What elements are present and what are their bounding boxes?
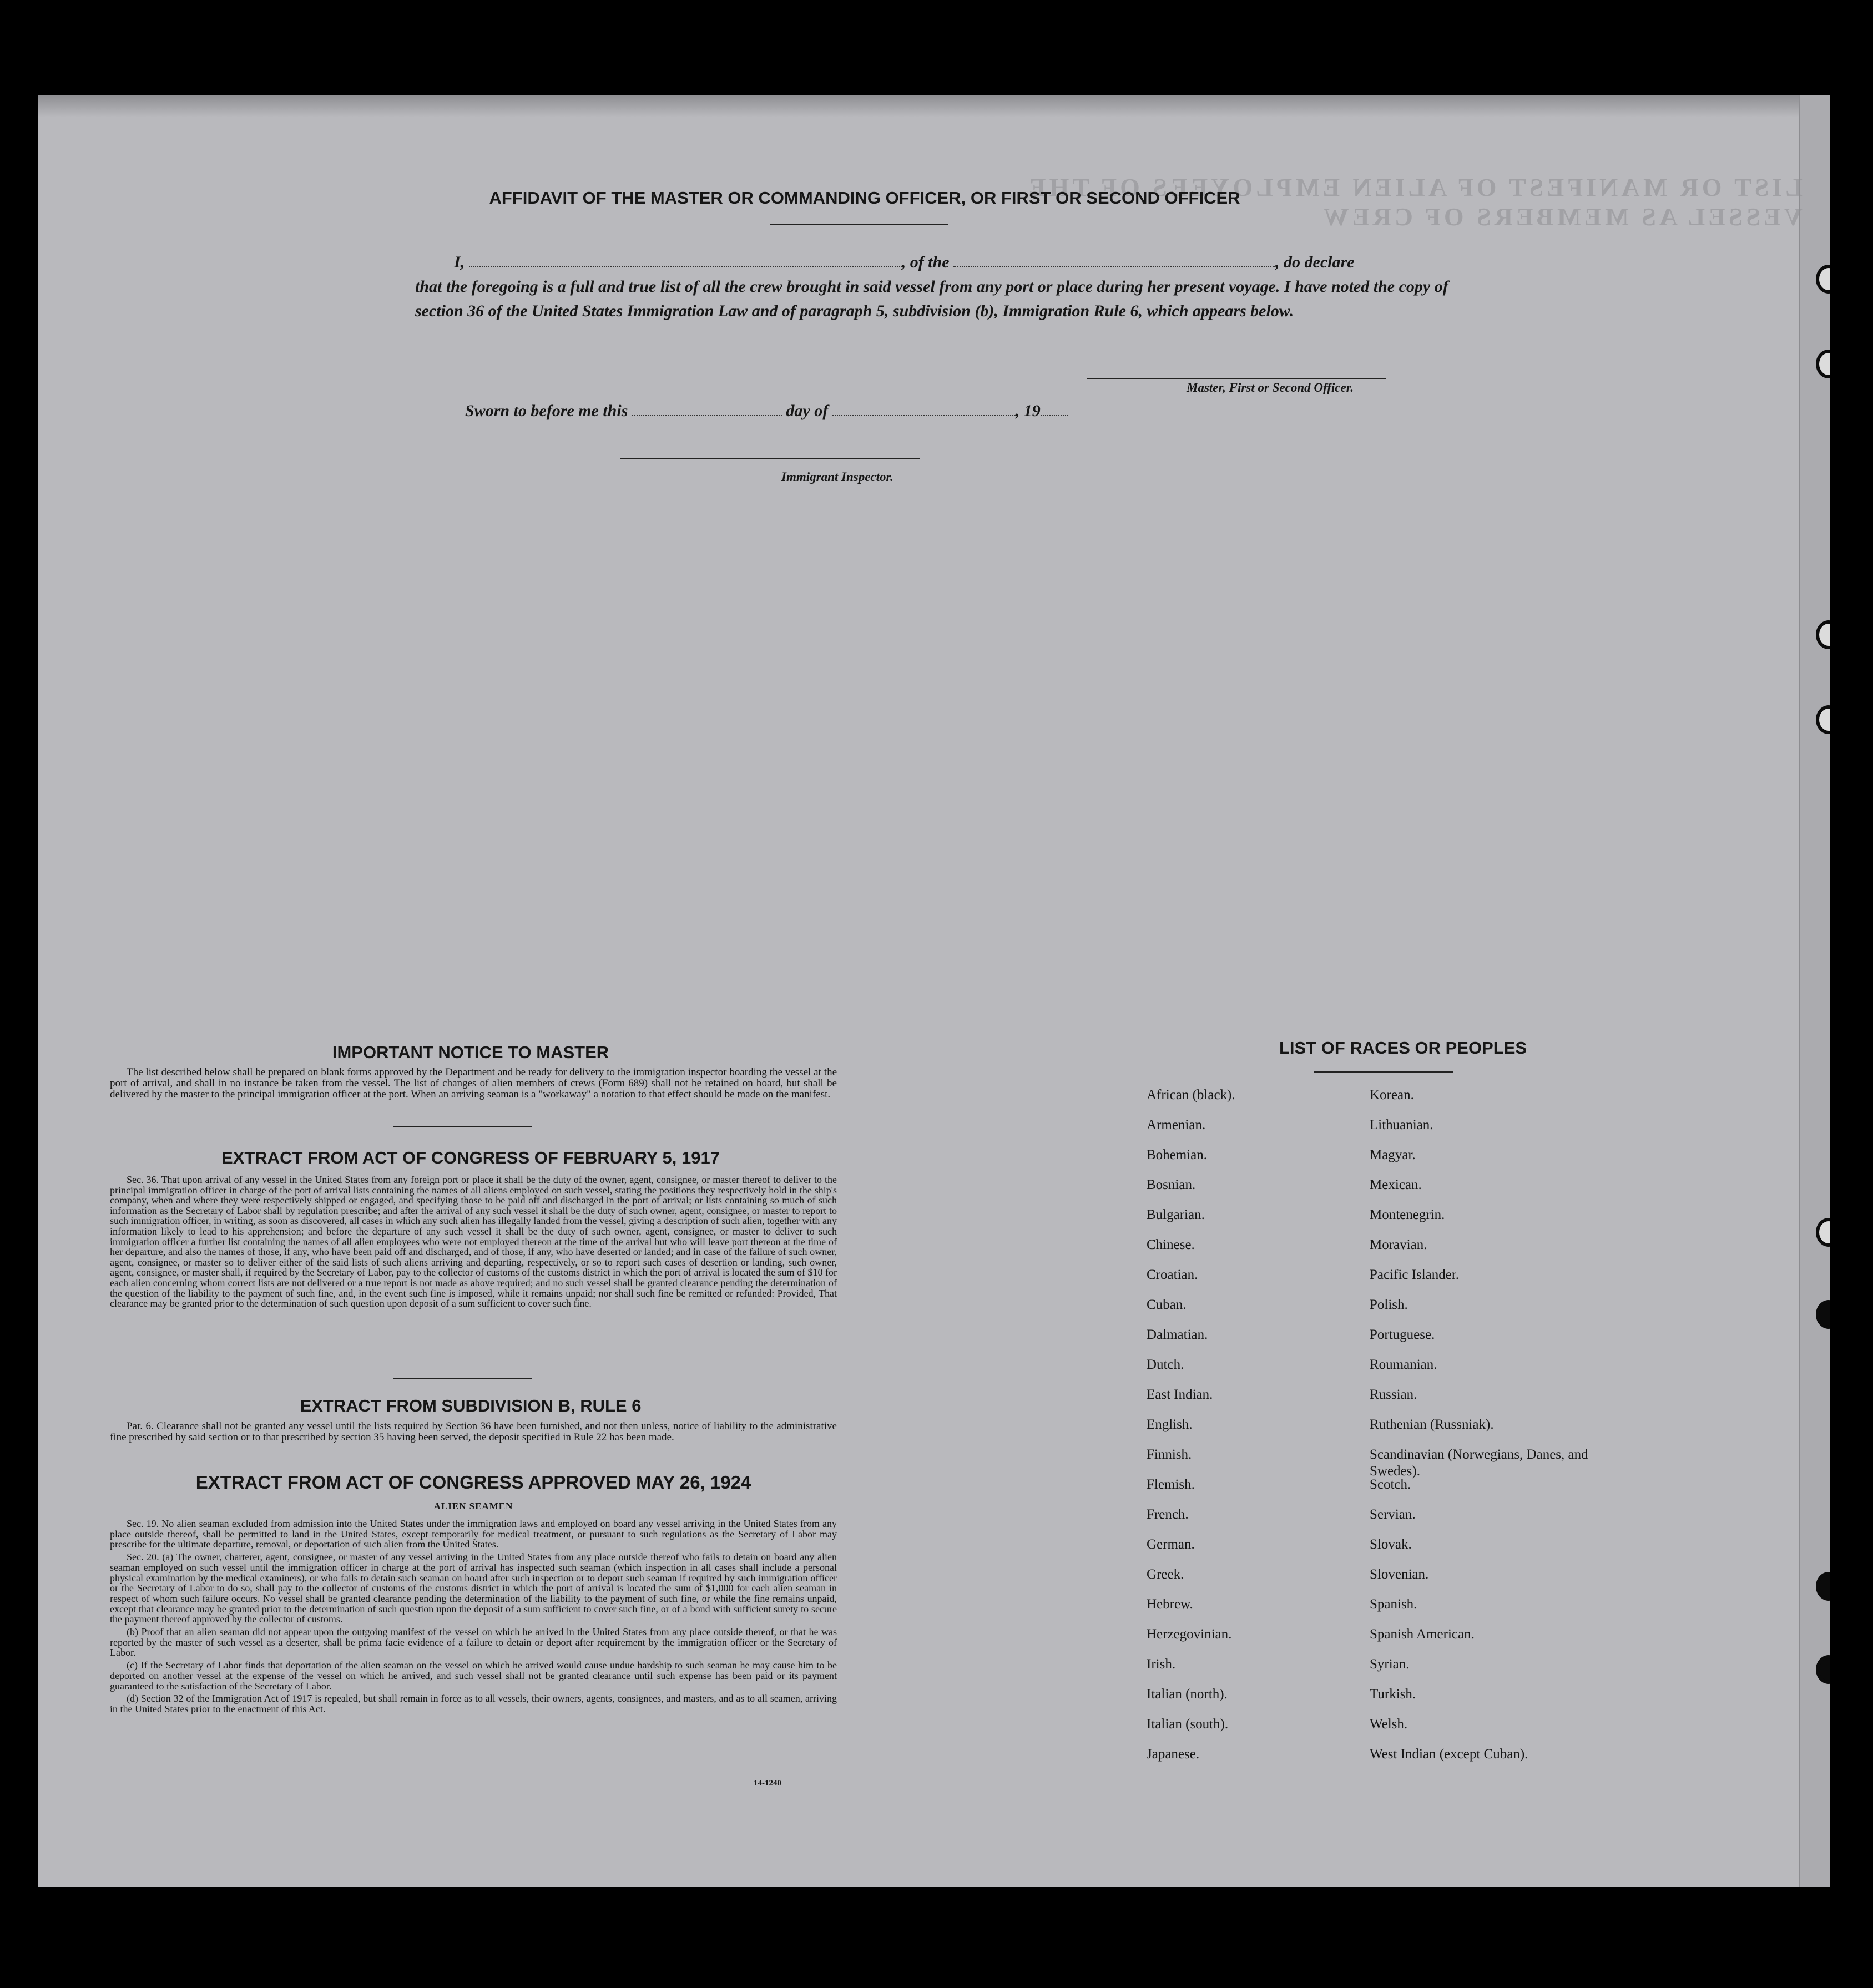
race-item: Spanish American.	[1370, 1627, 1475, 1642]
race-item: Armenian.	[1147, 1117, 1206, 1132]
extract-1917-text	[110, 1175, 837, 1311]
sworn-month-field[interactable]	[832, 415, 1016, 416]
race-item: French.	[1147, 1507, 1189, 1522]
race-item: Dalmatian.	[1147, 1327, 1208, 1342]
race-item: Scandinavian (Norwegians, Danes, and Swedes).	[1370, 1447, 1588, 1479]
extract-1917-rule	[393, 1378, 532, 1379]
extract-1924-text	[110, 1519, 837, 1717]
section-20d-paragraph: (d) Section 32 of the Immigration Act of 1917 is repealed, but shall remain in force as to all vessels, their owners, agents, consignees, and masters, and as to all seamen, arriving in the United States prior to the enactment of this Act.	[110, 1693, 837, 1714]
race-item: Bosnian.	[1147, 1177, 1196, 1192]
notice-rule	[393, 1126, 532, 1127]
form-number: 14-1240	[754, 1779, 781, 1788]
race-item: Dutch.	[1147, 1357, 1184, 1372]
race-item: Magyar.	[1370, 1147, 1416, 1162]
race-item: Servian.	[1370, 1507, 1416, 1522]
race-item: Cuban.	[1147, 1297, 1187, 1312]
race-item: Mexican.	[1370, 1177, 1422, 1192]
race-item: Ruthenian (Russniak).	[1370, 1417, 1494, 1432]
race-item: Italian (south).	[1147, 1717, 1229, 1732]
race-item: German.	[1147, 1537, 1195, 1552]
section-20a-paragraph: Sec. 20. (a) The owner, charterer, agent, consignee, or master of any vessel arriving in the United States from any place outside thereof who fails to detain on board any alien seaman employed on such vessel until the immigration officer in charge at the port of arrival has inspected such seaman (which inspection in all cases shall include a personal physical examination by the medical examiners), or who fails to detain such seaman on board after such inspection or to deport such seaman if required by such immigration officer or the Secretary of Labor to do so, shall pay to the collector of customs of the customs district in which the port of arrival is located the sum of $1,000 for each alien seaman in respect of whom such failure occurs. No vessel shall be granted clearance pending the determination of the liability to the payment of such fine, or while the fine remains unpaid, except that clearance may be granted prior to the determination of such question upon the deposit of a sum sufficient to cover such fine, or of a bond with sufficient surety to secure the payment thereof approved by the collector of customs.	[110, 1551, 837, 1625]
race-item: Korean.	[1370, 1087, 1414, 1102]
section-20b-paragraph: (b) Proof that an alien seaman did not appear upon the outgoing manifest of the vessel on which he arrived in the United States from any place outside thereof, or that he was reported by the master of such vessel as a deserter, shall be prima facie evidence of a failure to detain or deport after requirement by the immigration officer or the Secretary of Labor.	[110, 1626, 837, 1658]
race-item: Roumanian.	[1370, 1357, 1437, 1372]
race-item: African (black).	[1147, 1087, 1235, 1102]
vessel-name-field[interactable]	[953, 266, 1275, 267]
sworn-label: Sworn to before me this	[465, 402, 628, 420]
affidavit-title: AFFIDAVIT OF THE MASTER OR COMMANDING OFFICER, OR FIRST OR SECOND OFFICER	[489, 188, 1240, 208]
race-item: Spanish.	[1370, 1597, 1417, 1612]
sworn-line	[465, 402, 1068, 421]
extract-1917-title: EXTRACT FROM ACT OF CONGRESS OF FEBRUARY 5, 1917	[221, 1148, 720, 1167]
paragraph-6: Par. 6. Clearance shall not be granted any vessel until the lists required by Section 36 have been furnished, and not then unless, notice of liability to the administrative fine prescribed by said section or to that prescribed by section 35 having been served, the deposit specified in Rule 22 has been made.	[110, 1420, 837, 1443]
extract-rule6-text	[110, 1421, 837, 1445]
race-item: Irish.	[1147, 1657, 1176, 1672]
races-left-column	[1147, 1087, 1346, 1776]
notice-paragraph: The list described below shall be prepared on blank forms approved by the Department and be ready for delivery to the immigration inspector boarding the vessel at the port of arrival, and shall in no instance be taken from the vessel. The list of changes of alien members of crews (Form 689) shall not be retained on board, but shall be delivered by the master to the principal immigration officer at the port. When an arriving seaman is a "workaway" a notation to that effect should be made on the manifest.	[110, 1066, 837, 1100]
race-item: Syrian.	[1370, 1657, 1410, 1672]
race-item: Finnish.	[1147, 1447, 1192, 1462]
race-item: Montenegrin.	[1370, 1207, 1445, 1222]
race-item: Flemish.	[1147, 1477, 1195, 1492]
race-item: Croatian.	[1147, 1267, 1198, 1282]
races-title: LIST OF RACES OR PEOPLES	[1279, 1038, 1527, 1058]
declaration-of-the: , of the	[901, 253, 950, 271]
races-right-column	[1370, 1087, 1603, 1776]
declaration-i: I,	[454, 253, 465, 271]
inspector-signature-line	[620, 458, 920, 459]
race-item: Scotch.	[1370, 1477, 1411, 1492]
race-item: Moravian.	[1370, 1237, 1427, 1252]
inspector-label: Immigrant Inspector.	[781, 470, 893, 484]
race-item: English.	[1147, 1417, 1193, 1432]
day-of-label: day of	[786, 402, 829, 420]
section-20c-paragraph: (c) If the Secretary of Labor finds that deportation of the alien seaman on the vessel on which he arrived would cause undue hardship to such seaman he may cause him to be deported on another vessel at the expense of the vessel on which he arrived, and such vessel shall not be granted clearance until such expense has been paid or its payment guaranteed to the satisfaction of the Secretary of Labor.	[110, 1660, 837, 1692]
master-name-field[interactable]	[469, 266, 902, 267]
master-signature-line	[1087, 378, 1386, 379]
manifest-sheet	[38, 95, 1830, 1887]
race-item: Hebrew.	[1147, 1597, 1193, 1612]
extract-rule6-title: EXTRACT FROM SUBDIVISION B, RULE 6	[300, 1396, 642, 1415]
master-signature-label: Master, First or Second Officer.	[1187, 381, 1354, 394]
race-item: Portuguese.	[1370, 1327, 1435, 1342]
affidavit-declaration	[415, 250, 1470, 323]
race-item: Greek.	[1147, 1567, 1184, 1582]
race-item: Slovak.	[1370, 1537, 1412, 1552]
race-item: Herzegovinian.	[1147, 1627, 1232, 1642]
section-19-paragraph: Sec. 19. No alien seaman excluded from admission into the United States under the immigration laws and employed on board any vessel arriving in the United States from any place outside thereof, shall be permitted to land in the United States, except temporarily for medical treatment, or pursuant to such regulations as the Secretary of Labor may prescribe for the ultimate departure, removal, or deportation of such alien from the United States.	[110, 1518, 837, 1550]
section-36-paragraph: Sec. 36. That upon arrival of any vessel in the United States from any foreign port or place it shall be the duty of the owner, agent, consignee, or master thereof to deliver to the principal immigration officer in charge of the port of arrival lists containing the names of all aliens employed on such vessel, stating the positions they respectively hold in the ship's company, when and where they were respectively shipped or engaged, and specifying those to be paid off and discharged in the port of arrival; or lists containing so much of such information as the Secretary of Labor shall by regulation prescribe; and after the arrival of any such vessel it shall be the duty of such owner, agent, consignee, or master to report to such immigration officer, in writing, as soon as discovered, all cases in which any such alien has illegally landed from the vessel, giving a description of such alien, together with any information likely to lead to his apprehension; and before the departure of any such vessel it shall be the duty of such owner, agent, consignee, or master to deliver to such immigration officer a further list containing the names of all alien employees who were not employed thereon at the time of the arrival but who will leave port thereon at the time of her departure, and also the names of those, if any, who have been paid off and discharged, and of those, if any, who have deserted or landed; and in case of the failure of such owner, agent, consignee, or master so to deliver either of the said lists of such aliens arriving and departing, respectively, or so to report such cases of desertion or landing, such owner, agent, consignee, or master shall, if required by the Secretary of Labor, pay to the collector of customs of the customs district in which the port of arrival is located the sum of $10 for each alien concerning whom correct lists are not delivered or a true report is not made as above required; and no such vessel shall be granted clearance pending the determination of the question of the liability to the payment of such fine, and, in the event such fine is imposed, while it remains unpaid; nor shall such fine be remitted or refunded: Provided, That clearance may be granted prior to the determination of such question upon deposit of a sum sufficient to cover such fine.	[110, 1174, 837, 1309]
race-item: Bohemian.	[1147, 1147, 1208, 1162]
race-item: West Indian (except Cuban).	[1370, 1747, 1528, 1762]
sworn-year-field[interactable]	[1041, 415, 1068, 416]
race-item: Turkish.	[1370, 1687, 1416, 1702]
declaration-do-declare: , do declare	[1275, 253, 1355, 271]
race-item: Chinese.	[1147, 1237, 1195, 1252]
declaration-body: that the foregoing is a full and true list of all the crew brought in said vessel from any port or place during her present voyage. I have noted the copy of section 36 of the United States Immigration Law and of paragraph 5, subdivision (b), Immigration Rule 6, which appears below.	[415, 277, 1448, 320]
race-item: Japanese.	[1147, 1747, 1200, 1762]
alien-seamen-subtitle: ALIEN SEAMEN	[433, 1501, 513, 1511]
notice-text	[110, 1067, 837, 1102]
race-item: East Indian.	[1147, 1387, 1213, 1402]
race-item: Welsh.	[1370, 1717, 1408, 1732]
races-title-rule	[1314, 1071, 1453, 1073]
race-item: Russian.	[1370, 1387, 1417, 1402]
sworn-day-field[interactable]	[632, 415, 782, 416]
bleed-through-header: LIST OR MANIFEST OF ALIEN EMPLOYEES OF THE VESSEL AS MEMBERS OF CREW	[1025, 173, 1803, 231]
race-item: Polish.	[1370, 1297, 1408, 1312]
extract-1924-title: EXTRACT FROM ACT OF CONGRESS APPROVED MAY 26, 1924	[195, 1472, 751, 1493]
race-item: Bulgarian.	[1147, 1207, 1205, 1222]
notice-title: IMPORTANT NOTICE TO MASTER	[332, 1043, 609, 1062]
race-item: Slovenian.	[1370, 1567, 1429, 1582]
year-label: , 19	[1015, 402, 1041, 420]
race-item: Lithuanian.	[1370, 1117, 1433, 1132]
race-item: Pacific Islander.	[1370, 1267, 1460, 1282]
declaration-line	[415, 250, 1470, 275]
affidavit-title-rule	[770, 224, 948, 225]
race-item: Italian (north).	[1147, 1687, 1228, 1702]
